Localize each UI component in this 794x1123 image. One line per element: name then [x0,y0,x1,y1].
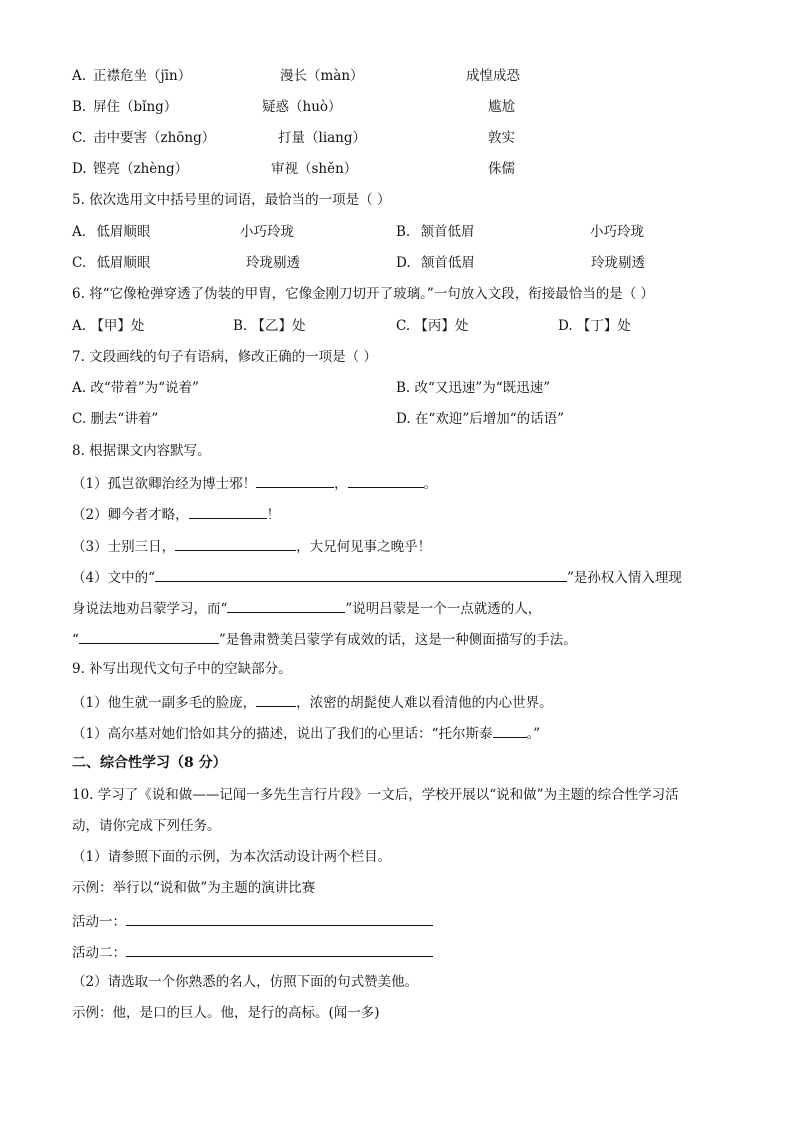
q8-item-2-end: ！ [266,507,281,523]
q8-stem: 8. 根据课文内容默写。 [72,443,211,459]
q8-item-2-text: （2）卿今者才略， [72,507,189,523]
word-3: 侏儒 [488,161,515,177]
q9-item-1-end: ，浓密的胡髭使人难以看清他的内心世界。 [296,695,553,711]
word-1: 颔首低眉 [420,224,475,240]
q8-item-4-end: ”是鲁肃赞美吕蒙学有成效的话，这是一种侧面描写的手法。 [218,632,577,648]
word-3: 成惶成恐 [466,68,520,84]
q5-stem: 5. 依次选用文中括号里的词语，最恰当的一项是（ ） [72,192,391,208]
option-label: C. [72,130,87,146]
q8-item-4-mid-2: ”说明吕蒙是一个一点就透的人， [345,601,542,617]
answer-blank[interactable] [155,567,567,582]
answer-blank[interactable] [256,473,334,488]
answer-blank[interactable] [348,473,424,488]
q5-option-c[interactable] [72,254,150,272]
q9-item-2 [72,723,540,743]
q8-item-4-line-1 [72,567,682,587]
word-1: 低眉顺眼 [96,255,151,271]
word-3: 敦实 [488,130,515,146]
answer-blank[interactable] [227,598,345,613]
word-1: 正襟危坐（jīn） [93,68,192,84]
q9-item-2-end: 。” [526,726,541,742]
word-2: 打量（liang） [278,130,367,146]
q8-item-1-text: （1）孤岂欲卿治经为博士邪！ [72,476,257,492]
q5-option-d[interactable] [396,254,475,272]
q10-activity-2 [72,942,433,962]
option-label: A. [72,224,87,240]
answer-blank[interactable] [126,942,433,957]
q10-example-1: 示例：举行以“说和做”为主题的演讲比赛 [72,880,316,896]
q7-option-b[interactable]: B. 改“又迅速”为“既迅速” [396,380,551,396]
answer-blank[interactable] [189,504,267,519]
word-1: 铿亮（zhèng） [93,161,189,177]
q9-item-1 [72,692,553,712]
q10-part-1: （1）请参照下面的示例，为本次活动设计两个栏目。 [72,849,392,865]
q10-activity-1 [72,911,433,931]
answer-blank[interactable] [256,692,296,707]
q7-option-a[interactable]: A. 改“带着”为“说着” [72,380,199,396]
q8-item-2 [72,504,280,524]
option-label: A. [72,68,87,84]
q5-option-c-word-2: 玲珑剔透 [246,255,300,271]
q6-stem: 6. 将“它像枪弹穿透了伪装的甲胄，它像金刚刀切开了玻璃。”一句放入文段，衔接最恰当的是（ ） [72,286,655,302]
q10-stem-line-1: 10. 学习了《说和做——记闻一多先生言行片段》一文后，学校开展以“说和做”为主题的综合性学习活 [72,787,679,803]
q10-part-2: （2）请选取一个你熟悉的名人，仿照下面的句式赞美他。 [72,974,419,990]
answer-blank[interactable] [493,723,527,738]
q8-item-4-text-2: 身说法地劝吕蒙学习，而“ [72,601,228,617]
q5-option-d-word-2: 玲珑剔透 [591,255,645,271]
q6-option-a[interactable]: A. 【甲】处 [72,318,145,334]
q6-option-d[interactable]: D. 【丁】处 [558,318,631,334]
section-heading: 二、综合性学习（8 分） [72,755,227,771]
q8-item-1 [72,473,437,493]
q5-option-a[interactable] [72,223,150,241]
word-1: 颔首低眉 [420,255,475,271]
option-label: D. [72,161,87,177]
q5-option-a-word-2: 小巧玲珑 [240,224,294,240]
q9-item-1-text: （1）他生就一副多毛的脸庞， [72,695,257,711]
q8-item-3-text: （3）士别三日， [72,539,176,555]
q8-item-4-mid: ”是孙权入情入理现 [567,570,682,586]
option-label: D. [396,255,411,271]
q8-item-1-end: 。 [423,476,438,492]
q9-item-2-text: （1）高尔基对她们恰如其分的描述，说出了我们的心里话：“托尔斯泰 [72,726,493,742]
option-label: B. [72,99,87,115]
q8-item-4-text: （4）文中的“ [72,570,155,586]
option-label: C. [72,255,87,271]
q6-option-b[interactable]: B. 【乙】处 [233,318,306,334]
q8-item-4-open-quote: “ [72,632,79,648]
q10-example-2: 示例：他，是口的巨人。他，是行的高标。(闻一多) [72,1005,380,1021]
q5-option-b[interactable] [396,223,475,241]
option-label: B. [396,224,411,240]
activity-2-label: 活动二： [72,945,126,961]
word-2: 疑惑（huò） [262,99,342,115]
q10-stem-line-2: 动，请你完成下列任务。 [72,818,221,834]
answer-blank[interactable] [126,911,433,926]
q7-option-c[interactable]: C. 删去“讲着” [72,411,159,427]
answer-blank[interactable] [175,536,296,551]
q8-item-3-end: ，大兄何见事之晚乎！ [296,539,432,555]
q6-option-c[interactable]: C. 【丙】处 [396,318,469,334]
word-1: 低眉顺眼 [96,224,151,240]
q8-item-3 [72,536,431,556]
q7-option-d[interactable]: D. 在“欢迎”后增加“的话语” [396,411,565,427]
word-2: 审视（shěn） [271,161,358,177]
q5-option-b-word-2: 小巧玲珑 [590,224,644,240]
word-1: 屏住（bǐng） [93,99,178,115]
q9-stem: 9. 补写出现代文句子中的空缺部分。 [72,661,292,677]
word-1: 击中要害（zhōng） [93,130,216,146]
word-3: 尴尬 [488,99,515,115]
q8-item-1-comma: ， [334,476,348,492]
q8-item-4-line-3 [72,629,577,649]
word-2: 漫长（màn） [280,68,364,84]
q8-item-4-line-2 [72,598,541,618]
activity-1-label: 活动一： [72,914,126,930]
answer-blank[interactable] [79,629,219,644]
q7-stem: 7. 文段画线的句子有语病，修改正确的一项是（ ） [72,349,377,365]
